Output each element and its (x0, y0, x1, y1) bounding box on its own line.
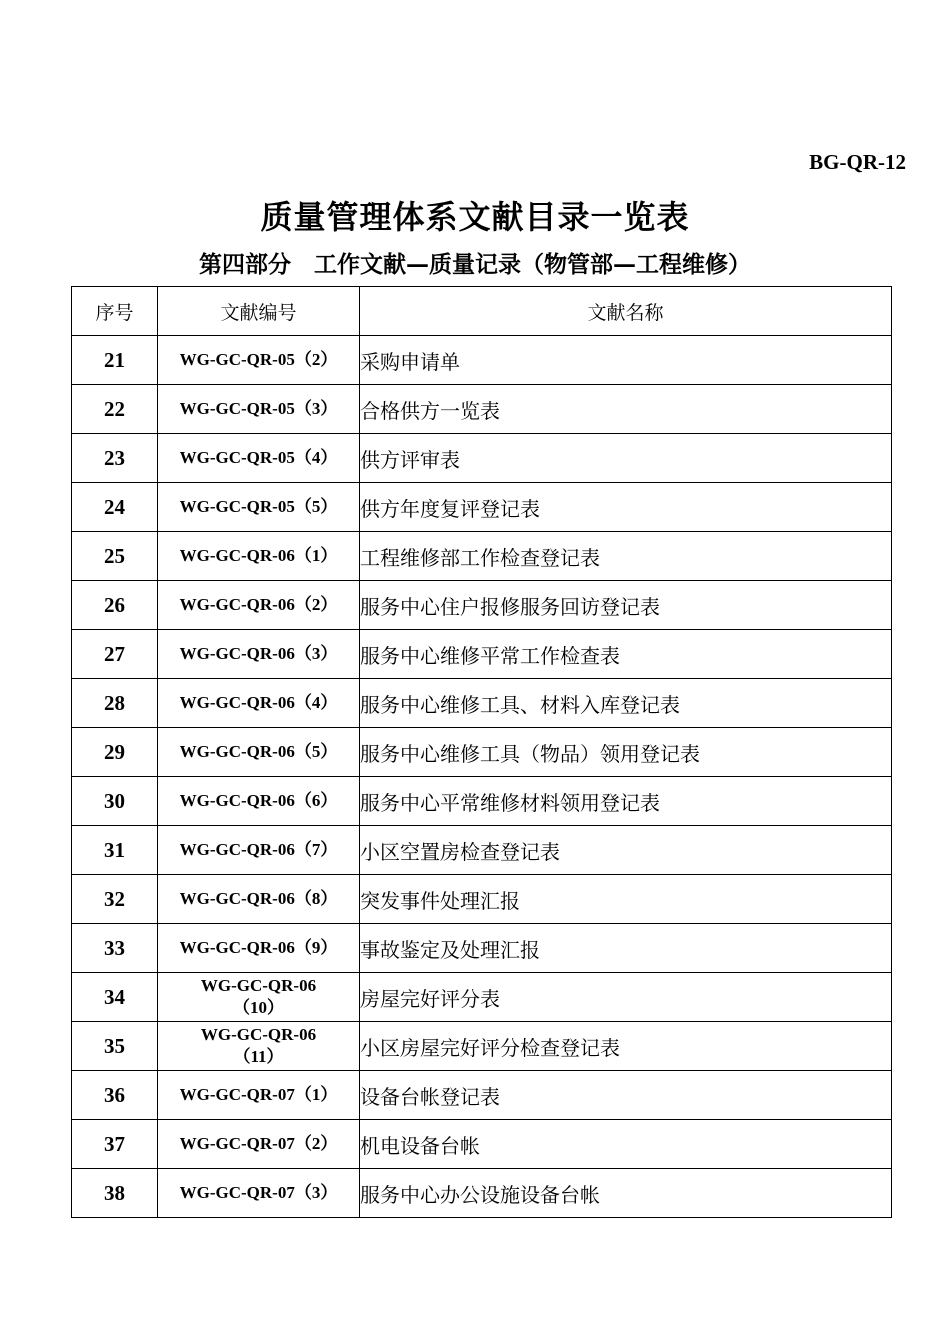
table-row (72, 826, 892, 875)
document-name: 供方年度复评登记表 (360, 483, 892, 532)
document-number-text: WG-GC-QR-05（2） (179, 350, 338, 369)
table-row (72, 434, 892, 483)
row-number: 35 (72, 1022, 158, 1071)
row-number: 30 (72, 777, 158, 826)
column-header-number: 序号 (72, 287, 158, 336)
document-title: 质量管理体系文献目录一览表 (260, 198, 690, 236)
document-number-text: WG-GC-QR-05（5） (179, 497, 338, 516)
document-name: 服务中心平常维修材料领用登记表 (360, 777, 892, 826)
table-body (72, 336, 892, 1218)
document-number (158, 434, 360, 483)
table-row (72, 532, 892, 581)
document-number-text: WG-GC-QR-06（11） (200, 1025, 317, 1066)
document-number (158, 1120, 360, 1169)
document-number-text: WG-GC-QR-07（1） (179, 1085, 338, 1104)
table-row (72, 336, 892, 385)
document-name: 突发事件处理汇报 (360, 875, 892, 924)
row-number: 24 (72, 483, 158, 532)
document-number (158, 1169, 360, 1218)
document-number-text: WG-GC-QR-06（2） (179, 595, 338, 614)
document-name: 房屋完好评分表 (360, 973, 892, 1022)
document-name: 服务中心维修平常工作检查表 (360, 630, 892, 679)
document-number-text: WG-GC-QR-07（2） (179, 1134, 338, 1153)
document-name: 机电设备台帐 (360, 1120, 892, 1169)
document-number (158, 483, 360, 532)
table-row (72, 777, 892, 826)
table-row (72, 973, 892, 1022)
document-number (158, 630, 360, 679)
document-number (158, 679, 360, 728)
document-number (158, 336, 360, 385)
table-header-row (72, 287, 892, 336)
document-name: 小区房屋完好评分检查登记表 (360, 1022, 892, 1071)
document-number-text: WG-GC-QR-06（7） (179, 840, 338, 859)
document-number-text: WG-GC-QR-06（5） (179, 742, 338, 761)
row-number: 31 (72, 826, 158, 875)
row-number: 33 (72, 924, 158, 973)
document-number (158, 875, 360, 924)
table-row (72, 385, 892, 434)
document-number (158, 1022, 360, 1071)
document-name: 供方评审表 (360, 434, 892, 483)
row-number: 36 (72, 1071, 158, 1120)
row-number: 21 (72, 336, 158, 385)
document-subtitle: 第四部分 工作文献—质量记录（物管部—工程维修） (199, 251, 751, 278)
table-row (72, 581, 892, 630)
document-number-text: WG-GC-QR-06（8） (179, 889, 338, 908)
document-number-text: WG-GC-QR-06（6） (179, 791, 338, 810)
document-name: 采购申请单 (360, 336, 892, 385)
row-number: 22 (72, 385, 158, 434)
row-number: 27 (72, 630, 158, 679)
row-number: 34 (72, 973, 158, 1022)
table-row (72, 1169, 892, 1218)
table-row (72, 924, 892, 973)
document-name: 服务中心住户报修服务回访登记表 (360, 581, 892, 630)
row-number: 32 (72, 875, 158, 924)
table-row (72, 875, 892, 924)
row-number: 29 (72, 728, 158, 777)
document-name: 工程维修部工作检查登记表 (360, 532, 892, 581)
column-header-code: 文献编号 (158, 287, 360, 336)
table-row (72, 483, 892, 532)
table-row (72, 679, 892, 728)
row-number: 37 (72, 1120, 158, 1169)
document-number-text: WG-GC-QR-06（4） (179, 693, 338, 712)
document-number-text: WG-GC-QR-05（3） (179, 399, 338, 418)
row-number: 26 (72, 581, 158, 630)
table-row (72, 728, 892, 777)
document-name: 服务中心维修工具（物品）领用登记表 (360, 728, 892, 777)
document-catalog-table (71, 286, 892, 1218)
document-number (158, 1071, 360, 1120)
document-number (158, 385, 360, 434)
document-name: 事故鉴定及处理汇报 (360, 924, 892, 973)
document-code: BG-QR-12 (809, 150, 906, 174)
row-number: 25 (72, 532, 158, 581)
document-number (158, 581, 360, 630)
document-name: 设备台帐登记表 (360, 1071, 892, 1120)
document-name: 服务中心维修工具、材料入库登记表 (360, 679, 892, 728)
document-number-text: WG-GC-QR-06（10） (200, 976, 317, 1017)
document-number (158, 777, 360, 826)
document-number-text: WG-GC-QR-06（3） (179, 644, 338, 663)
row-number: 38 (72, 1169, 158, 1218)
document-number-text: WG-GC-QR-05（4） (179, 448, 338, 467)
table-row (72, 1120, 892, 1169)
row-number: 23 (72, 434, 158, 483)
table-row (72, 1022, 892, 1071)
table-row (72, 630, 892, 679)
document-number (158, 826, 360, 875)
document-number-text: WG-GC-QR-06（9） (179, 938, 338, 957)
document-name: 服务中心办公设施设备台帐 (360, 1169, 892, 1218)
document-number (158, 924, 360, 973)
document-number (158, 973, 360, 1022)
document-number-text: WG-GC-QR-07（3） (179, 1183, 338, 1202)
document-number (158, 728, 360, 777)
document-name: 小区空置房检查登记表 (360, 826, 892, 875)
document-number (158, 532, 360, 581)
document-number-text: WG-GC-QR-06（1） (179, 546, 338, 565)
column-header-name: 文献名称 (360, 287, 892, 336)
row-number: 28 (72, 679, 158, 728)
table-row (72, 1071, 892, 1120)
document-name: 合格供方一览表 (360, 385, 892, 434)
